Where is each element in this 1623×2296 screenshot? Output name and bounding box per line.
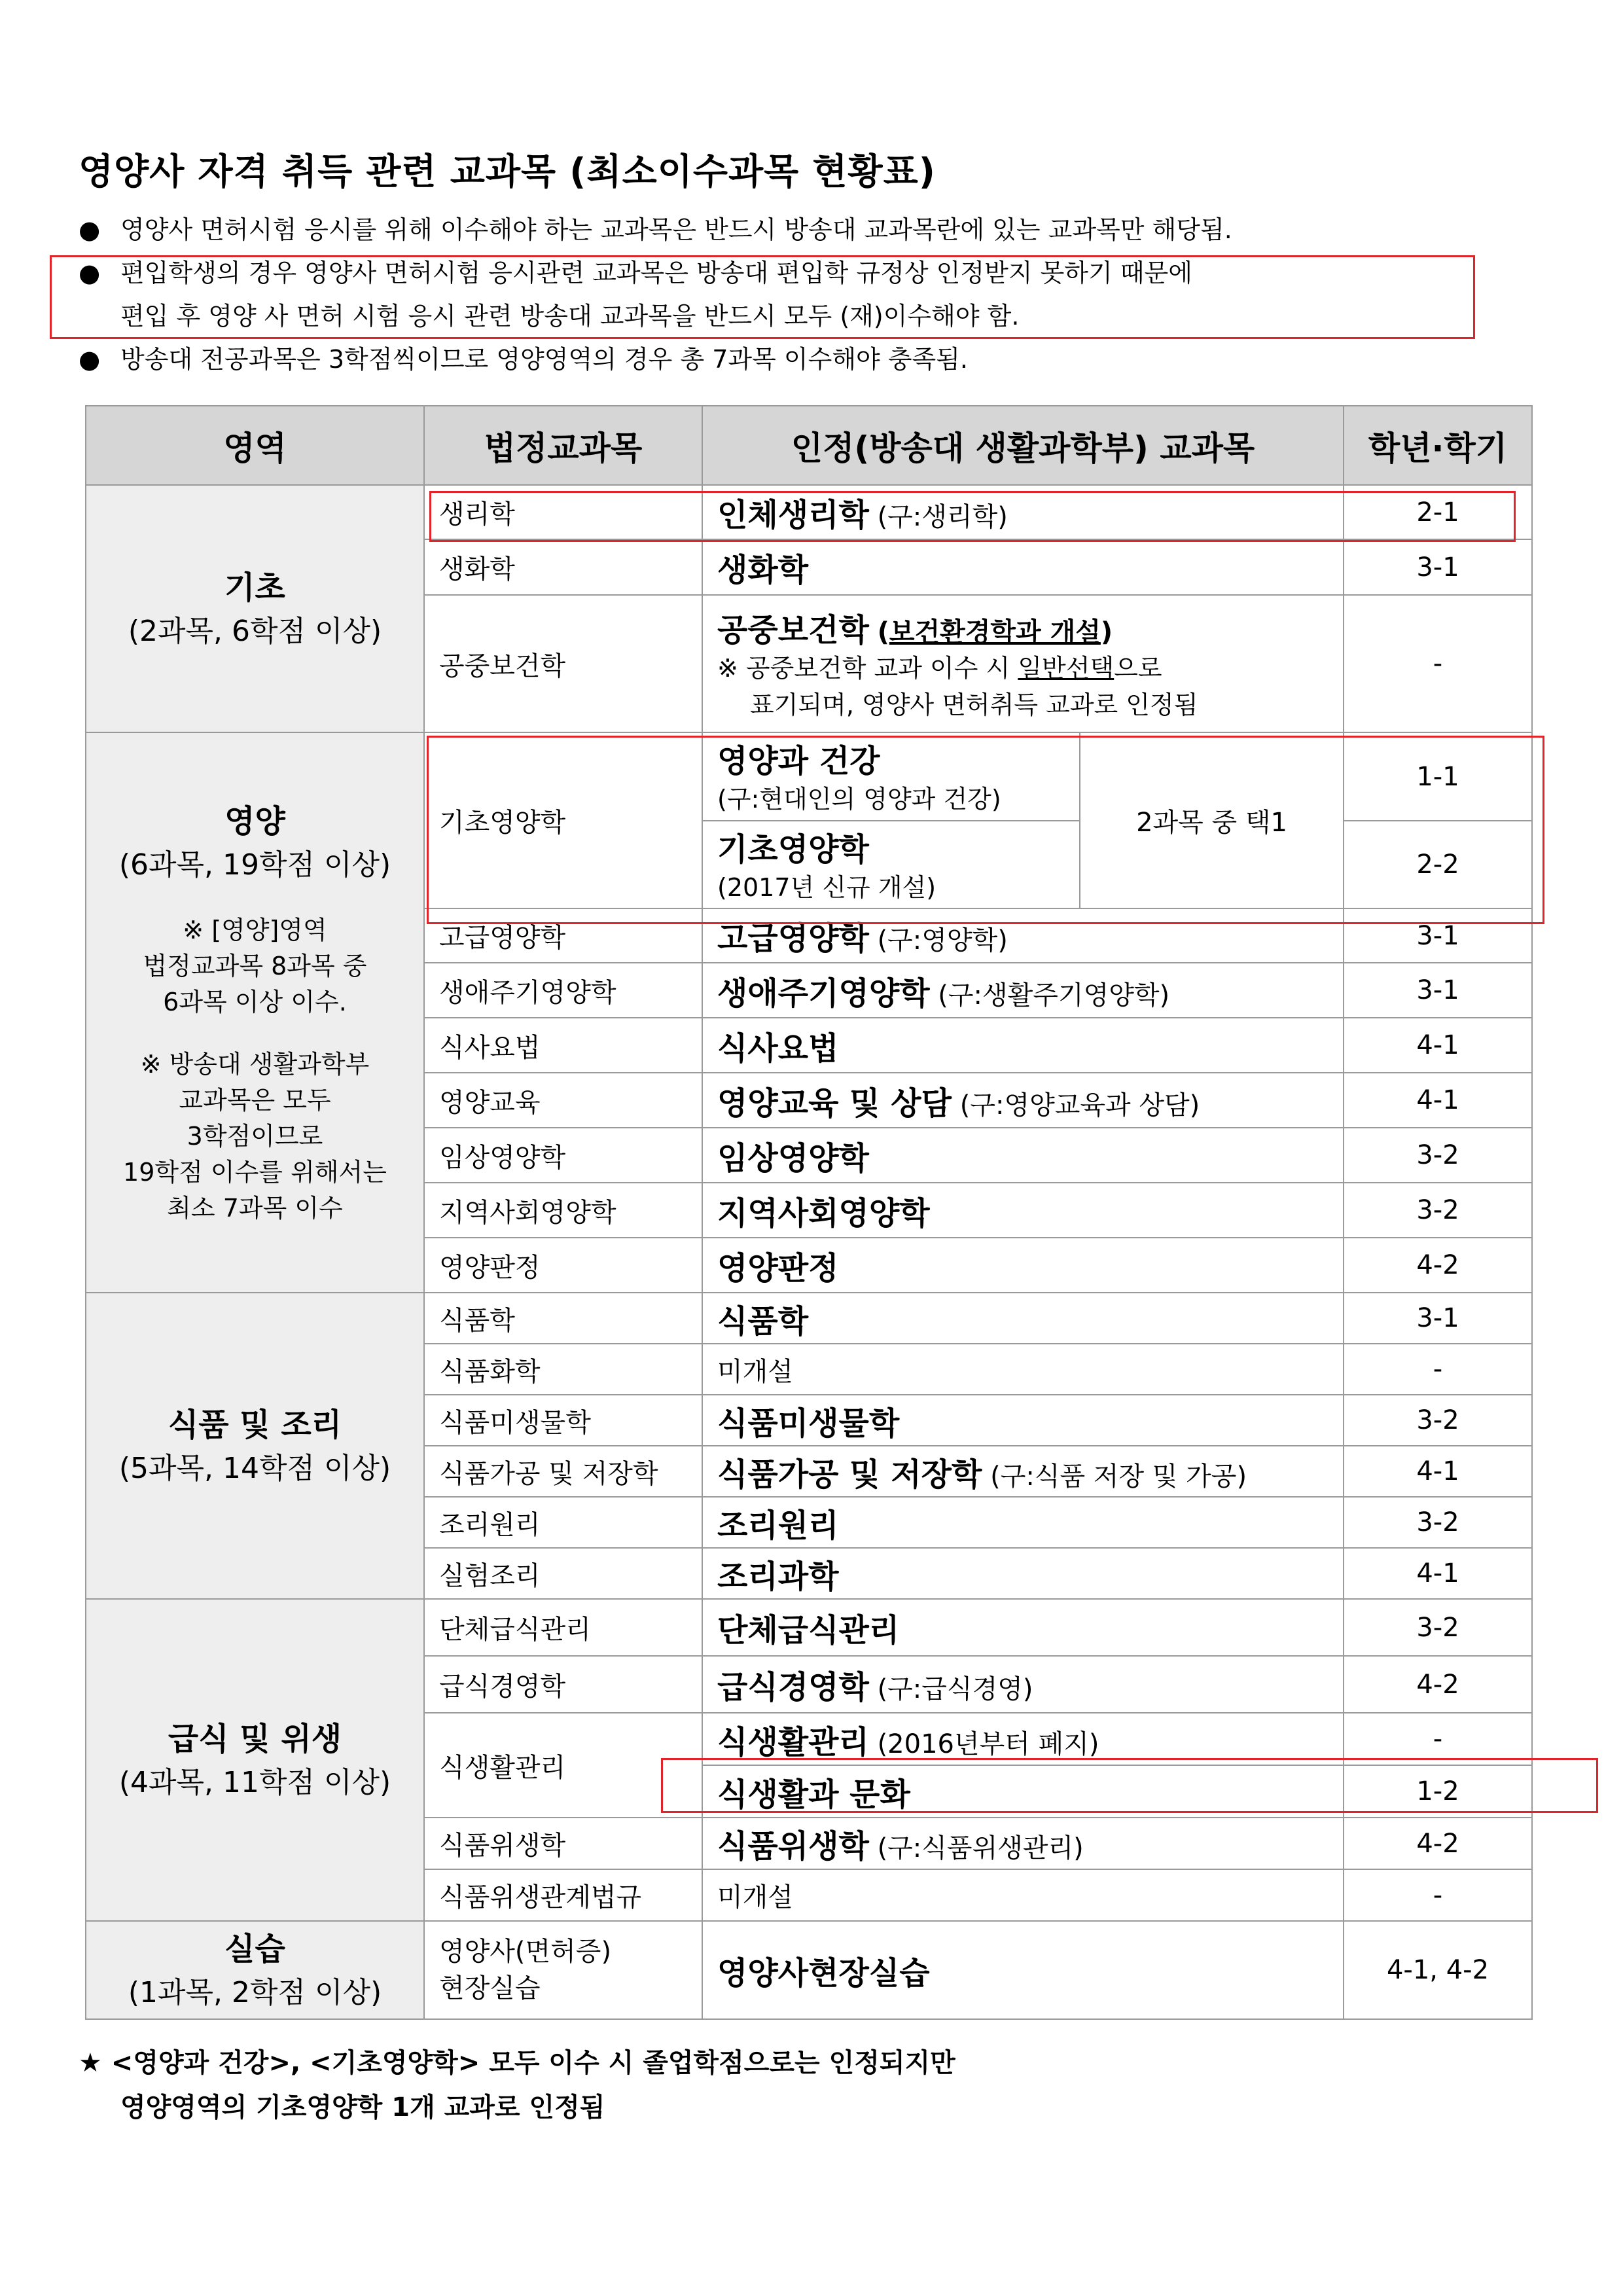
law-course: 급식경영학 bbox=[424, 1656, 702, 1713]
law-course: 식품미생물학 bbox=[424, 1395, 702, 1446]
semester: 2-2 bbox=[1344, 821, 1532, 908]
approved-course bbox=[702, 1599, 1344, 1656]
bullet-text: 영양사 면허시험 응시를 위해 이수해야 하는 교과목은 반드시 방송대 교과목란에 있는 교과목만 해당됨. bbox=[120, 215, 1232, 244]
course-name: 식품위생학 bbox=[717, 1828, 869, 1865]
law-course: 식품위생학 bbox=[424, 1818, 702, 1869]
course-note: (구:영양교육과 상담) bbox=[959, 1090, 1200, 1121]
law-course: 공중보건학 bbox=[424, 595, 702, 732]
area-practice bbox=[86, 1921, 424, 2019]
course-name: 기초영양학 bbox=[717, 831, 869, 868]
semester: 1-2 bbox=[1344, 1765, 1532, 1818]
law-course: 식품위생관계법규 bbox=[424, 1869, 702, 1921]
law-course: 식품가공 및 저장학 bbox=[424, 1446, 702, 1497]
course-name: 인체생리학 bbox=[717, 497, 869, 533]
header-semester: 학년·학기 bbox=[1344, 406, 1532, 485]
semester: 4-1 bbox=[1344, 1548, 1532, 1599]
approved-course bbox=[702, 1183, 1344, 1238]
area-name: 영양 bbox=[224, 803, 285, 840]
semester: 4-2 bbox=[1344, 1238, 1532, 1293]
course-remark: ※ 공중보건학 교과 이수 시 bbox=[717, 653, 1018, 683]
semester: 3-1 bbox=[1344, 908, 1532, 963]
semester: 4-1 bbox=[1344, 1446, 1532, 1497]
approved-course bbox=[702, 1818, 1344, 1869]
course-name: 임상영양학 bbox=[717, 1139, 869, 1177]
header-area: 영역 bbox=[86, 406, 424, 485]
approved-course bbox=[702, 1073, 1344, 1128]
bullet-text-cont: 편입 후 영양 사 면허 시험 응시 관련 방송대 교과목을 반드시 모두 (재)이수해야 함. bbox=[120, 302, 1020, 331]
semester: - bbox=[1344, 1344, 1532, 1395]
course-name: 영양판정 bbox=[717, 1249, 839, 1287]
bullet-dot: ● bbox=[79, 259, 101, 287]
course-name: 식생활관리 bbox=[717, 1723, 869, 1761]
course-note-paren: ) bbox=[1100, 617, 1113, 647]
course-not-offered: 미개설 bbox=[717, 1356, 793, 1387]
course-name: 조리원리 bbox=[717, 1507, 839, 1544]
page-title: 영양사 자격 취득 관련 교과목 (최소이수과목 현황표) bbox=[79, 151, 936, 192]
approved-course bbox=[702, 1656, 1344, 1713]
course-remark: 으로 bbox=[1114, 653, 1162, 683]
approved-course bbox=[702, 1548, 1344, 1599]
course-name: 식생활과 문화 bbox=[717, 1776, 910, 1813]
choice-note: 2과목 중 택1 bbox=[1080, 732, 1344, 908]
semester: 3-1 bbox=[1344, 963, 1532, 1018]
law-course: 기초영양학 bbox=[424, 732, 702, 908]
bullet-dot: ● bbox=[79, 215, 101, 244]
approved-course bbox=[702, 1869, 1344, 1921]
semester: 3-1 bbox=[1344, 1293, 1532, 1344]
semester: 3-2 bbox=[1344, 1395, 1532, 1446]
law-course: 생리학 bbox=[424, 485, 702, 539]
area-requirement: (1과목, 2학점 이상) bbox=[128, 1976, 382, 2009]
area-name: 식품 및 조리 bbox=[168, 1407, 342, 1443]
law-course: 식품학 bbox=[424, 1293, 702, 1344]
highlight-box-basic-nutrition bbox=[427, 736, 1544, 924]
course-remark: 표기되며, 영양사 면허취득 교과로 인정됨 bbox=[750, 690, 1198, 719]
semester: 3-2 bbox=[1344, 1497, 1532, 1548]
course-name: 식품학 bbox=[717, 1302, 809, 1340]
course-name: 급식경영학 bbox=[717, 1669, 869, 1706]
course-note: (구:영양학) bbox=[877, 925, 1008, 956]
semester: - bbox=[1344, 1713, 1532, 1765]
course-name: 공중보건학 bbox=[717, 611, 869, 649]
bullet-1 bbox=[79, 208, 1232, 251]
semester: 4-2 bbox=[1344, 1818, 1532, 1869]
law-course: 생애주기영양학 bbox=[424, 963, 702, 1018]
approved-course bbox=[702, 1018, 1344, 1073]
law-course: 식품화학 bbox=[424, 1344, 702, 1395]
law-course: 단체급식관리 bbox=[424, 1599, 702, 1656]
approved-course bbox=[702, 1293, 1344, 1344]
approved-course bbox=[702, 1128, 1344, 1183]
area-requirement: (6과목, 19학점 이상) bbox=[118, 848, 391, 882]
course-name: 영양교육 및 상담 bbox=[717, 1085, 952, 1122]
star-icon: ★ bbox=[79, 2048, 102, 2078]
table-header-row bbox=[86, 406, 1532, 485]
bullet-text: 방송대 전공과목은 3학점씩이므로 영양영역의 경우 총 7과목 이수해야 충족됨. bbox=[120, 345, 969, 374]
law-course: 고급영양학 bbox=[424, 908, 702, 963]
approved-course bbox=[702, 963, 1344, 1018]
area-requirement: (2과목, 6학점 이상) bbox=[128, 615, 382, 648]
course-name: 식품미생물학 bbox=[717, 1405, 900, 1442]
course-name: 영양사현장실습 bbox=[717, 1954, 930, 1992]
highlight-box-transfer-note bbox=[50, 255, 1475, 339]
course-name: 식품가공 및 저장학 bbox=[717, 1456, 982, 1493]
bullet-text: 편입학생의 경우 영양사 면허시험 응시관련 교과목은 방송대 편입학 규정상 인정받지 못하기 때문에 bbox=[120, 259, 1192, 287]
approved-course bbox=[702, 1446, 1344, 1497]
area-requirement: (4과목, 11학점 이상) bbox=[118, 1766, 391, 1799]
table-row bbox=[86, 1599, 1532, 1656]
course-name: 단체급식관리 bbox=[717, 1612, 900, 1649]
header-course: 인정(방송대 생활과학부) 교과목 bbox=[702, 406, 1344, 485]
area-note: ※ [영양]영역 법정교과목 8과목 중 6과목 이상 이수. bbox=[143, 916, 367, 1016]
semester: 1-1 bbox=[1344, 732, 1532, 821]
area-food-cooking bbox=[86, 1293, 424, 1599]
semester: 3-2 bbox=[1344, 1128, 1532, 1183]
footer-text-cont: 영양영역의 기초영양학 1개 교과로 인정됨 bbox=[120, 2092, 605, 2123]
area-basic bbox=[86, 485, 424, 732]
law-course: 영양판정 bbox=[424, 1238, 702, 1293]
course-note: (2016년부터 폐지) bbox=[877, 1729, 1099, 1759]
course-name: 영양과 건강 bbox=[717, 743, 880, 780]
approved-course bbox=[702, 1395, 1344, 1446]
course-name: 생화학 bbox=[717, 552, 809, 588]
approved-course bbox=[702, 595, 1344, 732]
course-note: 보건환경학과 개설 bbox=[889, 617, 1101, 647]
semester: 3-2 bbox=[1344, 1599, 1532, 1656]
area-requirement: (5과목, 14학점 이상) bbox=[118, 1452, 391, 1485]
course-name: 고급영양학 bbox=[717, 920, 869, 957]
area-nutrition bbox=[86, 732, 424, 1293]
course-note: (구:급식경영) bbox=[877, 1674, 1033, 1704]
law-course: 실험조리 bbox=[424, 1548, 702, 1599]
approved-course bbox=[702, 1238, 1344, 1293]
semester: 3-2 bbox=[1344, 1183, 1532, 1238]
law-course: 임상영양학 bbox=[424, 1128, 702, 1183]
area-note: ※ 방송대 생활과학부 교과목은 모두 3학점이므로 19학점 이수를 위해서는 최소 7과목 이수 bbox=[123, 1050, 387, 1223]
course-remark-underlined: 일반선택 bbox=[1018, 653, 1115, 683]
table-row bbox=[86, 1921, 1532, 2019]
area-meal-hygiene bbox=[86, 1599, 424, 1921]
approved-course bbox=[702, 1497, 1344, 1548]
bullet-dot: ● bbox=[79, 345, 101, 374]
approved-course bbox=[702, 1344, 1344, 1395]
course-name: 식사요법 bbox=[717, 1030, 839, 1067]
area-name: 급식 및 위생 bbox=[168, 1721, 342, 1757]
law-course: 식생활관리 bbox=[424, 1713, 702, 1818]
course-name: 생애주기영양학 bbox=[717, 975, 930, 1012]
header-law: 법정교과목 bbox=[424, 406, 702, 485]
law-course: 지역사회영양학 bbox=[424, 1183, 702, 1238]
course-note-paren: ( bbox=[877, 617, 889, 647]
course-name: 지역사회영양학 bbox=[717, 1194, 930, 1232]
course-not-offered: 미개설 bbox=[717, 1882, 793, 1912]
semester: 4-1 bbox=[1344, 1018, 1532, 1073]
semester: 4-1, 4-2 bbox=[1344, 1921, 1532, 2019]
semester: - bbox=[1344, 1869, 1532, 1921]
law-course: 조리원리 bbox=[424, 1497, 702, 1548]
law-course: 식사요법 bbox=[424, 1018, 702, 1073]
area-name: 기초 bbox=[224, 569, 285, 606]
semester: 2-1 bbox=[1344, 485, 1532, 539]
course-note: (구:생활주기영양학) bbox=[938, 980, 1170, 1011]
footer-note bbox=[79, 2041, 955, 2130]
law-course: 영양사(면허증) 현장실습 bbox=[424, 1921, 702, 2019]
bullet-3 bbox=[79, 338, 968, 381]
approved-course bbox=[702, 539, 1344, 595]
course-note: (구:식품 저장 및 가공) bbox=[990, 1461, 1247, 1492]
highlight-box-physiology bbox=[429, 491, 1516, 542]
course-note: (구:식품위생관리) bbox=[877, 1833, 1084, 1863]
law-course: 영양교육 bbox=[424, 1073, 702, 1128]
semester: - bbox=[1344, 595, 1532, 732]
course-note: (2017년 신규 개설) bbox=[717, 872, 936, 902]
course-name: 조리과학 bbox=[717, 1558, 839, 1595]
semester: 3-1 bbox=[1344, 539, 1532, 595]
course-note: (구:현대인의 영양과 건강) bbox=[717, 785, 1001, 814]
footer-text: <영양과 건강>, <기초영양학> 모두 이수 시 졸업학점으로는 인정되지만 bbox=[111, 2048, 955, 2078]
area-name: 실습 bbox=[224, 1931, 285, 1967]
table-row bbox=[86, 1293, 1532, 1344]
approved-course bbox=[702, 1713, 1344, 1765]
course-note: (구:생리학) bbox=[877, 502, 1008, 532]
semester: 4-2 bbox=[1344, 1656, 1532, 1713]
highlight-box-diet-culture bbox=[661, 1758, 1598, 1813]
approved-course bbox=[702, 1921, 1344, 2019]
semester: 4-1 bbox=[1344, 1073, 1532, 1128]
law-course: 생화학 bbox=[424, 539, 702, 595]
